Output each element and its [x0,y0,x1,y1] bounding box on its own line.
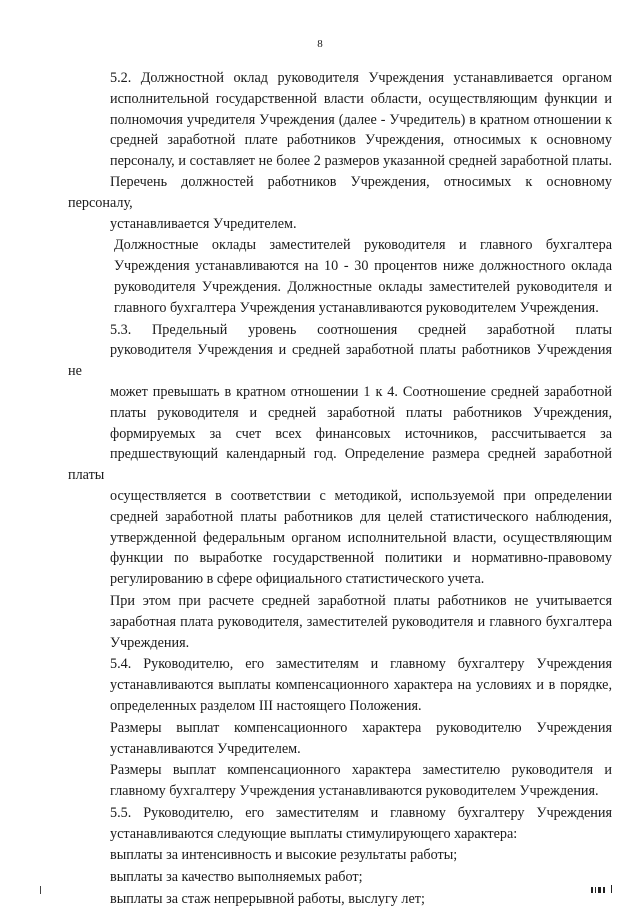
text-line: утвержденной федеральным органом исполнительной власти, осуществляющим [110,529,612,546]
paragraph [68,718,612,760]
paragraph [68,591,612,653]
paragraph [68,803,612,845]
list-item [68,867,612,888]
text-line: регулированию в сфере официального статистического учета. [110,571,485,588]
text-line: выплаты за интенсивность и высокие результаты работы; [110,847,458,864]
scan-mark-left [40,886,41,894]
paragraph [68,320,612,590]
scan-barcode-mark [591,885,612,893]
document-body [68,68,612,911]
text-line: Учреждения устанавливаются на 10 - 30 процентов ниже должностного оклада [114,258,612,275]
text-line: заработная плата руководителя, заместителей руководителя и главного бухгалтера [110,613,612,630]
text-line: формируемых за счет всех финансовых источников, рассчитывается за [110,425,612,442]
text-line: 5.5. Руководителю, его заместителям и главному бухгалтеру Учреждения [110,804,612,821]
paragraph [68,760,612,802]
text-line: устанавливаются Учредителем. [110,740,301,757]
text-line: Учреждения. [110,634,190,651]
text-line: средней заработной платы работников для целей статистического наблюдения, [110,508,612,525]
page-number: 8 [317,38,323,50]
text-line: 5.2. Должностной оклад руководителя Учреждения устанавливается органом [110,70,612,86]
text-line: платы руководителя и средней заработной платы работников Учреждения, [110,404,612,421]
text-line: предшествующий календарный год. Определение размера средней заработной платы [68,446,612,484]
text-line: исполнительной государственной власти области, осуществляющим функции и [110,90,612,107]
text-line: выплаты за стаж непрерывной работы, выслугу лет; [110,891,425,908]
text-line: главного бухгалтера Учреждения устанавливаются руководителем Учреждения. [114,299,599,316]
text-line: устанавливаются выплаты компенсационного характера на условиях и в порядке, [110,677,612,694]
paragraph [68,68,612,234]
text-line: функции по выработке государственной политики и нормативно-правовому [110,550,612,567]
text-line: 5.4. Руководителю, его заместителям и главному бухгалтеру Учреждения [110,656,612,673]
text-line: устанавливается Учредителем. [110,215,297,232]
text-line: Перечень должностей работников Учреждения, относимых к основному персоналу, [68,173,612,211]
text-line: главному бухгалтеру Учреждения устанавливаются руководителем Учреждения. [110,783,599,800]
text-line: Размеры выплат компенсационного характера заместителю руководителя и [110,762,612,779]
text-line: осуществляется в соответствии с методикой, используемой при определении [110,487,612,504]
text-line: полномочия учредителя Учреждения (далее - Учредитель) в кратном отношении к [110,111,612,128]
list-item [68,889,612,910]
text-line: персоналу, и составляет не более 2 размеров указанной средней заработной платы. [110,153,612,170]
text-line: может превышать в кратном отношении 1 к 4. Соотношение средней заработной [110,383,612,400]
paragraph [68,654,612,716]
text-line: руководителя Учреждения. Должностные оклады заместителей руководителя и [114,278,612,295]
text-line: устанавливаются следующие выплаты стимулирующего характера: [110,825,518,842]
text-line: выплаты за качество выполняемых работ; [110,869,363,886]
text-line: 5.3. Предельный уровень соотношения средней заработной платы [110,321,612,338]
text-line: Должностные оклады заместителей руководителя и главного бухгалтера [114,237,612,254]
text-line: определенных разделом III настоящего Положения. [110,697,422,714]
list-item [68,845,612,866]
text-line: руководителя Учреждения и средней заработной платы работников Учреждения не [68,342,612,380]
text-line: Размеры выплат компенсационного характера руководителю Учреждения [110,719,612,736]
text-line: средней заработной плате работников Учреждения, относимых к основному [110,132,612,149]
text-line: При этом при расчете средней заработной платы работников не учитывается [110,592,612,609]
paragraph [68,235,612,318]
